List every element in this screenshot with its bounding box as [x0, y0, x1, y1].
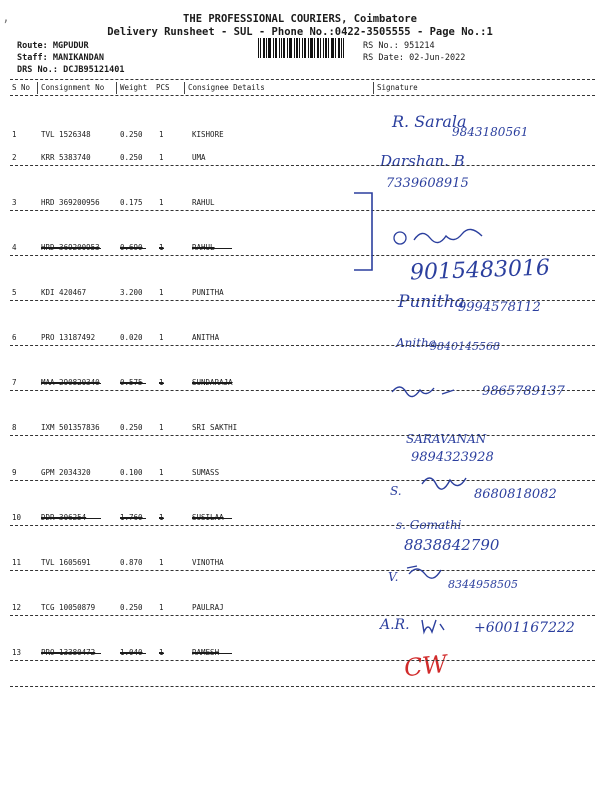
- row-pcs: 1: [159, 423, 164, 432]
- barcode-bar: [296, 38, 298, 58]
- header-rule-bottom: [10, 95, 595, 96]
- row-consignee: SUSILAA: [192, 513, 224, 522]
- row-pcs: 1: [159, 513, 164, 522]
- row-consignment: DDR 306254: [41, 513, 87, 522]
- signature-name: Darshan. B: [380, 152, 465, 170]
- row-weight: 0.250: [120, 423, 143, 432]
- row-weight: 0.100: [120, 468, 143, 477]
- barcode-bar: [320, 38, 321, 58]
- strike-line: [159, 248, 164, 249]
- header-sno: S No: [12, 83, 31, 92]
- signature-name: CW: [402, 649, 449, 683]
- rs-no-value: 951214: [403, 41, 435, 51]
- bracket-mark: [350, 188, 380, 278]
- document-subtitle: Delivery Runsheet - SUL - Phone No.:0422-3505555 - Page No.:1: [107, 26, 493, 38]
- header-rule-top: [10, 79, 595, 80]
- barcode-bar: [266, 38, 267, 58]
- header-signature: Signature: [377, 83, 418, 92]
- signature-name: Anitha: [396, 336, 436, 350]
- row-divider: [10, 525, 595, 526]
- row-consignee: SUNDARAJA: [192, 378, 233, 387]
- barcode-bar: [260, 38, 261, 58]
- row-divider: [10, 210, 595, 211]
- row-consignee: RAMESH: [192, 648, 220, 657]
- row-pcs: 1: [159, 558, 164, 567]
- row-weight: 1.040: [120, 648, 143, 657]
- barcode-bar: [338, 38, 340, 58]
- signature-phone: 7339608915: [386, 176, 469, 191]
- header-consignee-details: Consignee Details: [188, 83, 265, 92]
- signature-name: Punitha: [398, 292, 465, 312]
- row-number: 1: [12, 130, 17, 139]
- row-consignment: KDI 420467: [41, 288, 87, 297]
- signature-phone: 9894323928: [411, 450, 494, 465]
- row-consignment: PRO 13380472: [41, 648, 96, 657]
- row-pcs: 1: [159, 288, 164, 297]
- rs-date-line: [363, 53, 465, 63]
- barcode-bar: [279, 38, 280, 58]
- row-consignment: KRR 5383740: [41, 153, 91, 162]
- strike-line: [41, 248, 101, 249]
- row-divider: [10, 570, 595, 571]
- signature-name: R. Sarala: [392, 112, 467, 131]
- column-divider: [116, 82, 117, 94]
- row-divider: [10, 435, 595, 436]
- signature-phone: 9840145568: [430, 340, 500, 353]
- rs-no-label: RS No.:: [363, 41, 399, 51]
- signature-phone: 8838842790: [404, 536, 500, 554]
- row-divider: [10, 390, 595, 391]
- barcode-bar: [302, 38, 303, 58]
- barcode-bar: [258, 38, 259, 58]
- row-divider: [10, 345, 595, 346]
- row-weight: 0.250: [120, 603, 143, 612]
- row-number: 2: [12, 153, 17, 162]
- signature-phone: 8344958505: [448, 578, 518, 591]
- row-number: 5: [12, 288, 17, 297]
- row-weight: 1.760: [120, 513, 143, 522]
- signature-scribble: [420, 470, 470, 496]
- tamil-signature-scribble: [392, 224, 492, 250]
- row-pcs: 1: [159, 603, 164, 612]
- strike-line: [41, 653, 101, 654]
- strike-line: [120, 653, 146, 654]
- barcode-bar: [325, 38, 327, 58]
- row-consignment: TCG 10050879: [41, 603, 96, 612]
- strike-line: [120, 383, 146, 384]
- row-number: 7: [12, 378, 17, 387]
- row-number: 6: [12, 333, 17, 342]
- row-consignee: ANITHA: [192, 333, 220, 342]
- row-weight: 0.250: [120, 153, 143, 162]
- signature-name: SARAVANAN: [406, 432, 487, 446]
- strike-line: [41, 518, 101, 519]
- row-number: 12: [12, 603, 22, 612]
- strike-line: [192, 653, 232, 654]
- rs-date-label: RS Date:: [363, 53, 404, 63]
- route-value: MGPUDUR: [52, 41, 89, 51]
- row-consignment: MAA 290820340: [41, 378, 100, 387]
- header-pcs: PCS: [156, 83, 170, 92]
- row-number: 11: [12, 558, 22, 567]
- row-divider: [10, 686, 595, 687]
- row-consignment: HRD 369200956: [41, 198, 100, 207]
- barcode-bar: [331, 38, 334, 58]
- barcode-bar: [281, 38, 282, 58]
- row-consignment: TVL 1526348: [41, 130, 91, 139]
- barcode-bar: [299, 38, 300, 58]
- row-consignee: SUMASS: [192, 468, 220, 477]
- signature-name: s. Gomathi: [396, 518, 462, 532]
- row-pcs: 1: [159, 153, 164, 162]
- route-label: Route:: [17, 41, 48, 51]
- row-consignee: UMA: [192, 153, 206, 162]
- signature-phone: 9994578112: [458, 300, 541, 315]
- barcode-bar: [317, 38, 319, 58]
- row-consignee: RAHUL: [192, 243, 215, 252]
- barcode-bar: [263, 38, 265, 58]
- document-title: THE PROFESSIONAL COURIERS, Coimbatore: [183, 13, 417, 25]
- column-divider: [373, 82, 374, 94]
- barcode-bar: [273, 38, 274, 58]
- row-weight: 0.575: [120, 378, 143, 387]
- barcode-bar: [268, 38, 271, 58]
- tamil-signature-scribble: [388, 378, 478, 404]
- row-divider: [10, 615, 595, 616]
- row-consignment: IXM 501357836: [41, 423, 100, 432]
- row-weight: 0.870: [120, 558, 143, 567]
- row-consignee: KISHORE: [192, 130, 224, 139]
- barcode-bar: [323, 38, 324, 58]
- row-consignee: RAHUL: [192, 198, 215, 207]
- signature-name: V.: [388, 570, 399, 584]
- strike-line: [192, 518, 232, 519]
- row-divider: [10, 660, 595, 661]
- row-number: 9: [12, 468, 17, 477]
- row-consignee: VINOTHA: [192, 558, 224, 567]
- barcode-bar: [289, 38, 292, 58]
- scan-mark: ’: [2, 18, 10, 32]
- barcode-bar: [294, 38, 295, 58]
- barcode-bar: [341, 38, 342, 58]
- signature-phone: 9015483016: [409, 255, 551, 286]
- barcode-bar: [287, 38, 288, 58]
- row-divider: [10, 255, 595, 256]
- header-weight: Weight: [120, 83, 148, 92]
- strike-line: [192, 383, 232, 384]
- row-weight: 3.200: [120, 288, 143, 297]
- row-pcs: 1: [159, 648, 164, 657]
- row-divider: [10, 165, 595, 166]
- staff-value: MANIKANDAN: [52, 53, 105, 63]
- staff-label: Staff:: [17, 53, 48, 63]
- header-consignment-no: Consignment No: [41, 83, 105, 92]
- signature-phone: 8680818082: [474, 487, 557, 502]
- strike-line: [192, 248, 232, 249]
- column-divider: [37, 82, 38, 94]
- signature-phone: 9865789137: [482, 384, 565, 399]
- barcode-bar: [343, 38, 344, 58]
- strike-line: [159, 653, 164, 654]
- rs-no-line: [363, 41, 435, 51]
- barcode-bar: [275, 38, 277, 58]
- row-number: 3: [12, 198, 17, 207]
- row-divider: [10, 480, 595, 481]
- row-consignment: PRO 13187492: [41, 333, 96, 342]
- strike-line: [159, 383, 164, 384]
- row-weight: 0.175: [120, 198, 143, 207]
- barcode-bar: [310, 38, 313, 58]
- row-pcs: 1: [159, 130, 164, 139]
- barcode-bar: [304, 38, 306, 58]
- barcode-bar: [335, 38, 336, 58]
- row-weight: 0.020: [120, 333, 143, 342]
- row-consignee: SRI SAKTHI: [192, 423, 238, 432]
- row-pcs: 1: [159, 468, 164, 477]
- barcode-bar: [314, 38, 315, 58]
- row-consignee: PAULRAJ: [192, 603, 224, 612]
- column-divider: [184, 82, 185, 94]
- barcode-bar: [308, 38, 309, 58]
- row-consignment: GPM 2034320: [41, 468, 91, 477]
- barcode-bar: [283, 38, 285, 58]
- row-number: 8: [12, 423, 17, 432]
- drs-line: [17, 65, 125, 75]
- row-number: 4: [12, 243, 17, 252]
- drs-label: DRS No.:: [17, 65, 58, 75]
- signature-name: A.R.: [380, 617, 410, 633]
- signature-name: S.: [390, 484, 402, 498]
- route-line: [17, 41, 89, 51]
- row-number: 10: [12, 513, 22, 522]
- barcode: [258, 38, 346, 58]
- strike-line: [120, 518, 146, 519]
- row-weight: 0.250: [120, 130, 143, 139]
- strike-line: [41, 383, 101, 384]
- staff-line: [17, 53, 104, 63]
- signature-phone: +6001167222: [474, 620, 575, 636]
- signature-scribble: [405, 558, 445, 584]
- row-pcs: 1: [159, 378, 164, 387]
- row-divider: [10, 300, 595, 301]
- row-consignee: PUNITHA: [192, 288, 224, 297]
- row-consignment: TVL 1605691: [41, 558, 91, 567]
- row-number: 13: [12, 648, 22, 657]
- drs-value: DCJB95121401: [63, 65, 125, 75]
- barcode-bar: [328, 38, 329, 58]
- row-pcs: 1: [159, 243, 164, 252]
- row-pcs: 1: [159, 333, 164, 342]
- row-pcs: 1: [159, 198, 164, 207]
- rs-date-value: 02-Jun-2022: [409, 53, 466, 63]
- strike-line: [159, 518, 164, 519]
- signature-phone: 9843180561: [452, 125, 529, 139]
- signature-scribble: [420, 614, 448, 636]
- row-weight: 0.690: [120, 243, 143, 252]
- strike-line: [120, 248, 146, 249]
- row-consignment: HRD 369200953: [41, 243, 100, 252]
